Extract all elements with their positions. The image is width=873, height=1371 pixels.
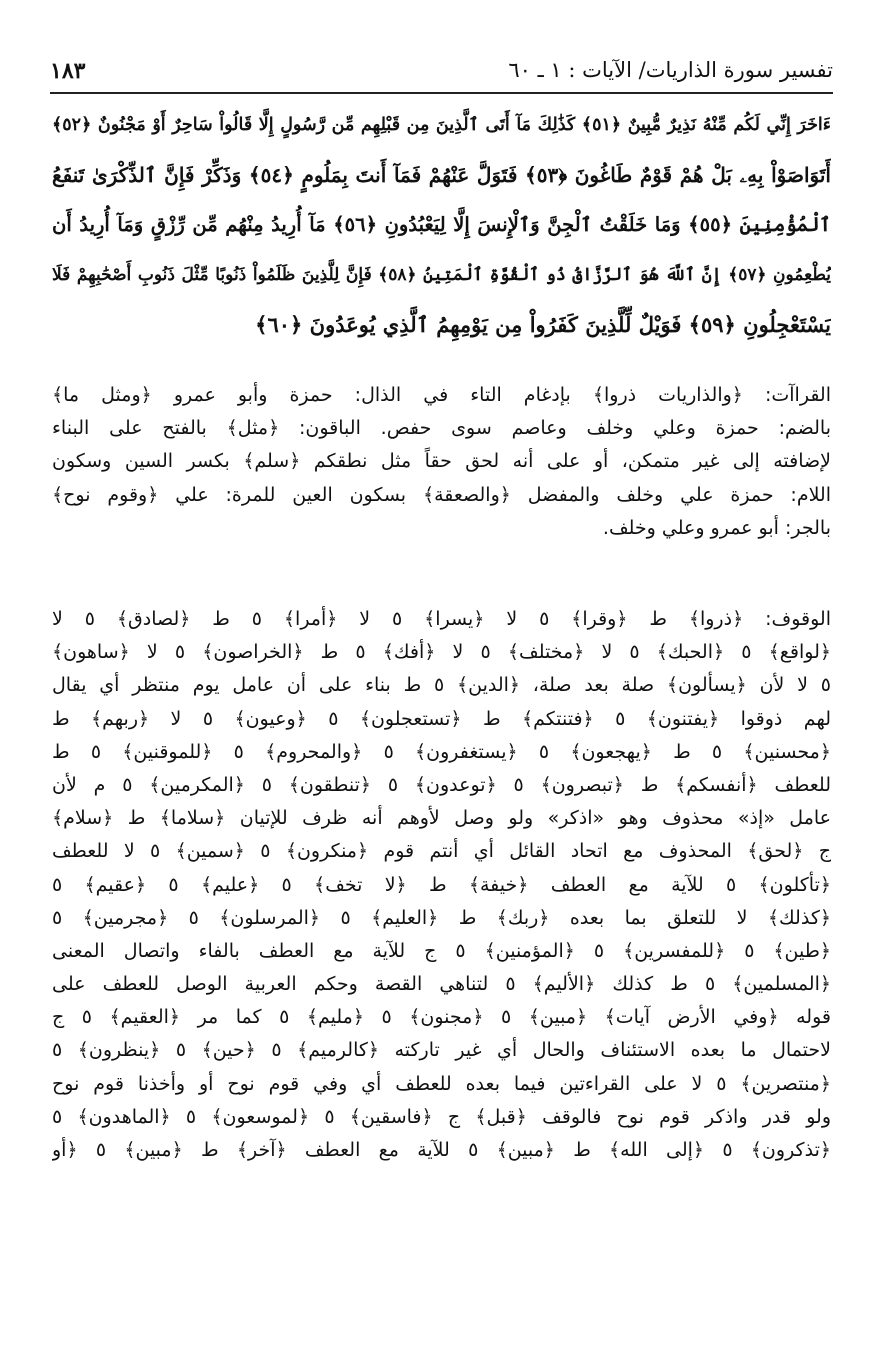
page-header <box>50 58 833 92</box>
quran-line: يَسْتَعْجِلُونِ ﴿٥٩﴾ فَوَيْلٌ لِّلَّذِينَ كَفَرُواْ مِن يَوْمِهِمُ ٱلَّذِي يُوعَدُونَ ﴿٦٠﴾ <box>255 312 831 337</box>
readings-line: بالضم: حمزة وعلي وخلف وعاصم سوى حفص. الباقون: ﴿مثل﴾ بالفتح على البناء <box>52 417 831 440</box>
waqf-line: عامل «إذ» محذوف وهو «اذكر» ولو وصل لأوهم أنه ظرف للإتيان ﴿سلاما﴾ ط ﴿سلام﴾ <box>52 807 831 830</box>
waqf-line: ولو قدر واذكر قوم نوح فالوقف ﴿قبل﴾ ج ﴿فاسقين﴾ ٥ ﴿لموسعون﴾ ٥ ﴿الماهدون﴾ ٥ <box>52 1105 831 1128</box>
waqf-line: ﴿لواقع﴾ ٥ ﴿الحبك﴾ ٥ لا ﴿مختلف﴾ ٥ لا ﴿أفك﴾ ٥ ط ﴿الخراصون﴾ ٥ لا ﴿ساهون﴾ <box>52 641 831 664</box>
waqf-section <box>52 603 831 1167</box>
quran-line: يُطْعِمُونِ ﴿٥٧﴾ إِنَّ ٱللَّهَ هُوَ ٱلرَّزَّاقُ ذُو ٱلْقُوَّةِ ٱلْمَتِينُ ﴿٥٨﴾ فَإِنَّ لِلَّذِينَ ظَلَمُواْ ذَنُوبًا مِّثْلَ ذَنُوبِ أَصْحَٰبِهِمْ فَلَا <box>52 265 831 285</box>
quran-verses <box>52 100 831 350</box>
header-divider <box>50 92 833 94</box>
waqf-line: ﴿تأكلون﴾ ٥ للآية مع العطف ﴿خيفة﴾ ط ﴿لا تخف﴾ ٥ ﴿عليم﴾ ٥ ﴿عقيم﴾ ٥ <box>52 873 831 896</box>
waqf-line: ﴿كذلك﴾ لا للتعلق بما بعده ﴿ربك﴾ ط ﴿العليم﴾ ٥ ﴿المرسلون﴾ ٥ ﴿مجرمين﴾ ٥ <box>52 906 831 929</box>
waqf-line: للعطف ﴿أنفسكم﴾ ط ﴿تبصرون﴾ ٥ ﴿توعدون﴾ ٥ ﴿تنطقون﴾ ٥ ﴿المكرمين﴾ ٥ م لأن <box>52 773 831 796</box>
waqf-line: ﴿طين﴾ ٥ ﴿للمفسرين﴾ ٥ ﴿المؤمنين﴾ ٥ ج للآية مع العطف بالفاء واتصال المعنى <box>52 939 831 962</box>
waqf-line: ﴿تذكرون﴾ ٥ ﴿إلى الله﴾ ط ﴿مبين﴾ ٥ للآية مع العطف ﴿آخر﴾ ط ﴿مبين﴾ ٥ ﴿أو <box>52 1139 831 1161</box>
waqf-line: ﴿منتصرين﴾ ٥ لا على القراءتين فيما بعده للعطف أي وفي قوم نوح أو وأخذنا قوم نوح <box>52 1072 831 1095</box>
page-number: ١٨٣ <box>50 58 86 84</box>
waqf-line: قوله ﴿وفي الأرض آيات﴾ ﴿مبين﴾ ٥ ﴿مجنون﴾ ٥ ﴿مليم﴾ ٥ كما مر ﴿العقيم﴾ ٥ ج <box>52 1006 831 1029</box>
waqf-line: ﴿محسنين﴾ ٥ ط ﴿يهجعون﴾ ٥ ﴿يستغفرون﴾ ٥ ﴿والمحروم﴾ ٥ ﴿للموقنين﴾ ٥ ط <box>52 740 831 763</box>
quran-line: ٱلْمُؤْمِنِينَ ﴿٥٥﴾ وَمَا خَلَقْتُ ٱلْجِنَّ وَٱلْإِنسَ إِلَّا لِيَعْبُدُونِ ﴿٥٦﴾ مَآ أُرِيدُ مِنْهُم مِّن رِّزْقٍ وَمَآ أُرِيدُ أَن <box>52 213 831 236</box>
readings-line: القراآت: ﴿والذاريات ذروا﴾ بإدغام التاء في الذال: حمزة وأبو عمرو ﴿ومثل ما﴾ <box>52 384 831 406</box>
waqf-line: ج ﴿لحق﴾ المحذوف مع اتحاد القائل أي أنتم قوم ﴿منكرون﴾ ٥ ﴿سمين﴾ ٥ لا للعطف <box>52 840 831 863</box>
readings-section <box>52 379 831 545</box>
readings-line: لإضافته إلى غير متمكن، أو على أنه لحق حقاً مثل نطقكم ﴿سلم﴾ بكسر السين وسكون <box>52 450 831 473</box>
readings-line: اللام: حمزة علي وخلف والمفضل ﴿والصعقة﴾ بسكون العين للمرة: علي ﴿وقوم نوح﴾ <box>52 483 831 506</box>
readings-line: بالجر: أبو عمرو وعلي وخلف. <box>602 516 831 539</box>
quran-line: ءَاخَرَ إِنِّي لَكُم مِّنْهُ نَذِيرٌ مُّبِينٌ ﴿٥١﴾ كَذَٰلِكَ مَآ أَتَى ٱلَّذِينَ مِن قَبْلِهِم مِّن رَّسُولٍ إِلَّا قَالُواْ سَاحِرٌ أَوْ مَجْنُونٌ ﴿٥٢﴾ <box>52 115 831 135</box>
running-title: تفسير سورة الذاريات/ الآيات : ١ ـ ٦٠ <box>508 58 833 82</box>
waqf-line: الوقوف: ﴿ذروا﴾ ط ﴿وقرا﴾ ٥ لا ﴿يسرا﴾ ٥ لا ﴿أمرا﴾ ٥ ط ﴿لصادق﴾ ٥ لا <box>52 608 831 630</box>
waqf-line: ﴿المسلمين﴾ ٥ ط كذلك ﴿الأليم﴾ ٥ لتناهي القصة وحكم العربية الوصل للعطف على <box>52 973 831 996</box>
quran-line: أَتَوَاصَوْاْ بِهِۦ بَلْ هُمْ قَوْمٌ طَاغُونَ ﴿٥٣﴾ فَتَوَلَّ عَنْهُمْ فَمَآ أَنتَ بِمَلُومٍ ﴿٥٤﴾ وَذَكِّرْ فَإِنَّ ٱلذِّكْرَىٰ تَنفَعُ <box>52 163 831 187</box>
waqf-line: لهم ذوقوا ﴿يفتنون﴾ ٥ ﴿فتنتكم﴾ ط ﴿تستعجلون﴾ ٥ ﴿وعيون﴾ ٥ لا ﴿ربهم﴾ ط <box>52 707 831 730</box>
waqf-line: ٥ لا لأن ﴿يسألون﴾ صلة بعد صلة، ﴿الدين﴾ ٥ ط بناء على أن عامل يوم منتظر أي يقال <box>52 674 831 697</box>
waqf-line: لاحتمال ما بعده الاستئناف والحال أي غير تاركته ﴿كالرميم﴾ ٥ ﴿حين﴾ ٥ ﴿ينظرون﴾ ٥ <box>52 1039 831 1062</box>
